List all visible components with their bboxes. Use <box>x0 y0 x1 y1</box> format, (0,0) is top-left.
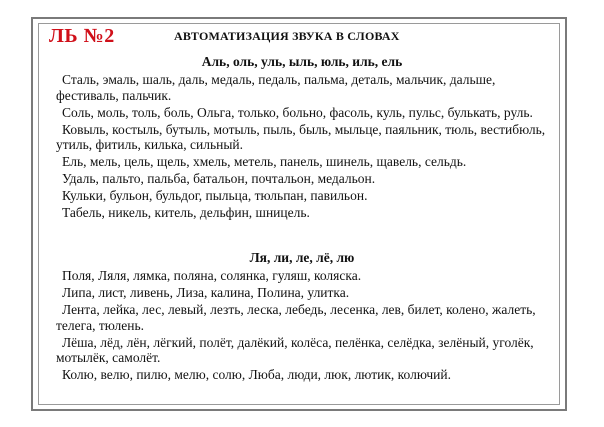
section2-body <box>56 268 549 383</box>
word-list-paragraph: Сталь, эмаль, шаль, даль, медаль, педаль, пальма, деталь, мальчик, дальше, фестиваль, пальчик. <box>56 72 496 103</box>
word-list-paragraph: Табель, никель, китель, дельфин, шницель. <box>62 205 310 220</box>
section1-heading: Аль, оль, уль, ыль, юль, иль, ель <box>201 54 403 69</box>
word-list-paragraph: Ель, мель, цель, щель, хмель, метель, панель, шинель, щавель, сельдь. <box>62 154 467 169</box>
word-list-paragraph: Лёша, лёд, лён, лёгкий, полёт, далёкий, колёса, пелёнка, селёдка, зелёный, уголёк, мотылёк, самолёт. <box>56 334 534 365</box>
word-list-paragraph: Кульки, бульон, бульдог, пыльца, тюльпан, павильон. <box>62 188 368 203</box>
card-number-badge: ЛЬ №2 <box>49 25 115 47</box>
word-list-paragraph: Липа, лист, ливень, Лиза, калина, Полина, улитка. <box>62 285 350 300</box>
word-list-paragraph: Удаль, пальто, пальба, батальон, почтальон, медальон. <box>62 171 376 186</box>
word-list-paragraph: Поля, Ляля, лямка, поляна, солянка, гуляш, коляска. <box>62 268 362 283</box>
section2-heading: Ля, ли, ле, лё, лю <box>249 250 355 265</box>
word-list-paragraph: Лента, лейка, лес, левый, лезть, леска, лебедь, лесенка, лев, билет, колено, жалеть, телега, тюлень. <box>56 302 536 333</box>
section1-body <box>56 72 549 221</box>
word-list-paragraph: Соль, моль, толь, боль, Ольга, только, больно, фасоль, куль, пульс, булькать, руль. <box>62 104 533 120</box>
word-list-paragraph: Ковыль, костыль, бутыль, мотыль, пыль, быль, мыльце, паяльник, тюль, вестибюль, утиль, фитиль, килька, сильный. <box>56 121 546 152</box>
page-title: АВТОМАТИЗАЦИЯ ЗВУКА В СЛОВАХ <box>174 29 400 43</box>
word-list-paragraph: Колю, велю, пилю, мелю, солю, Люба, люди, люк, лютик, колючий. <box>62 367 452 382</box>
